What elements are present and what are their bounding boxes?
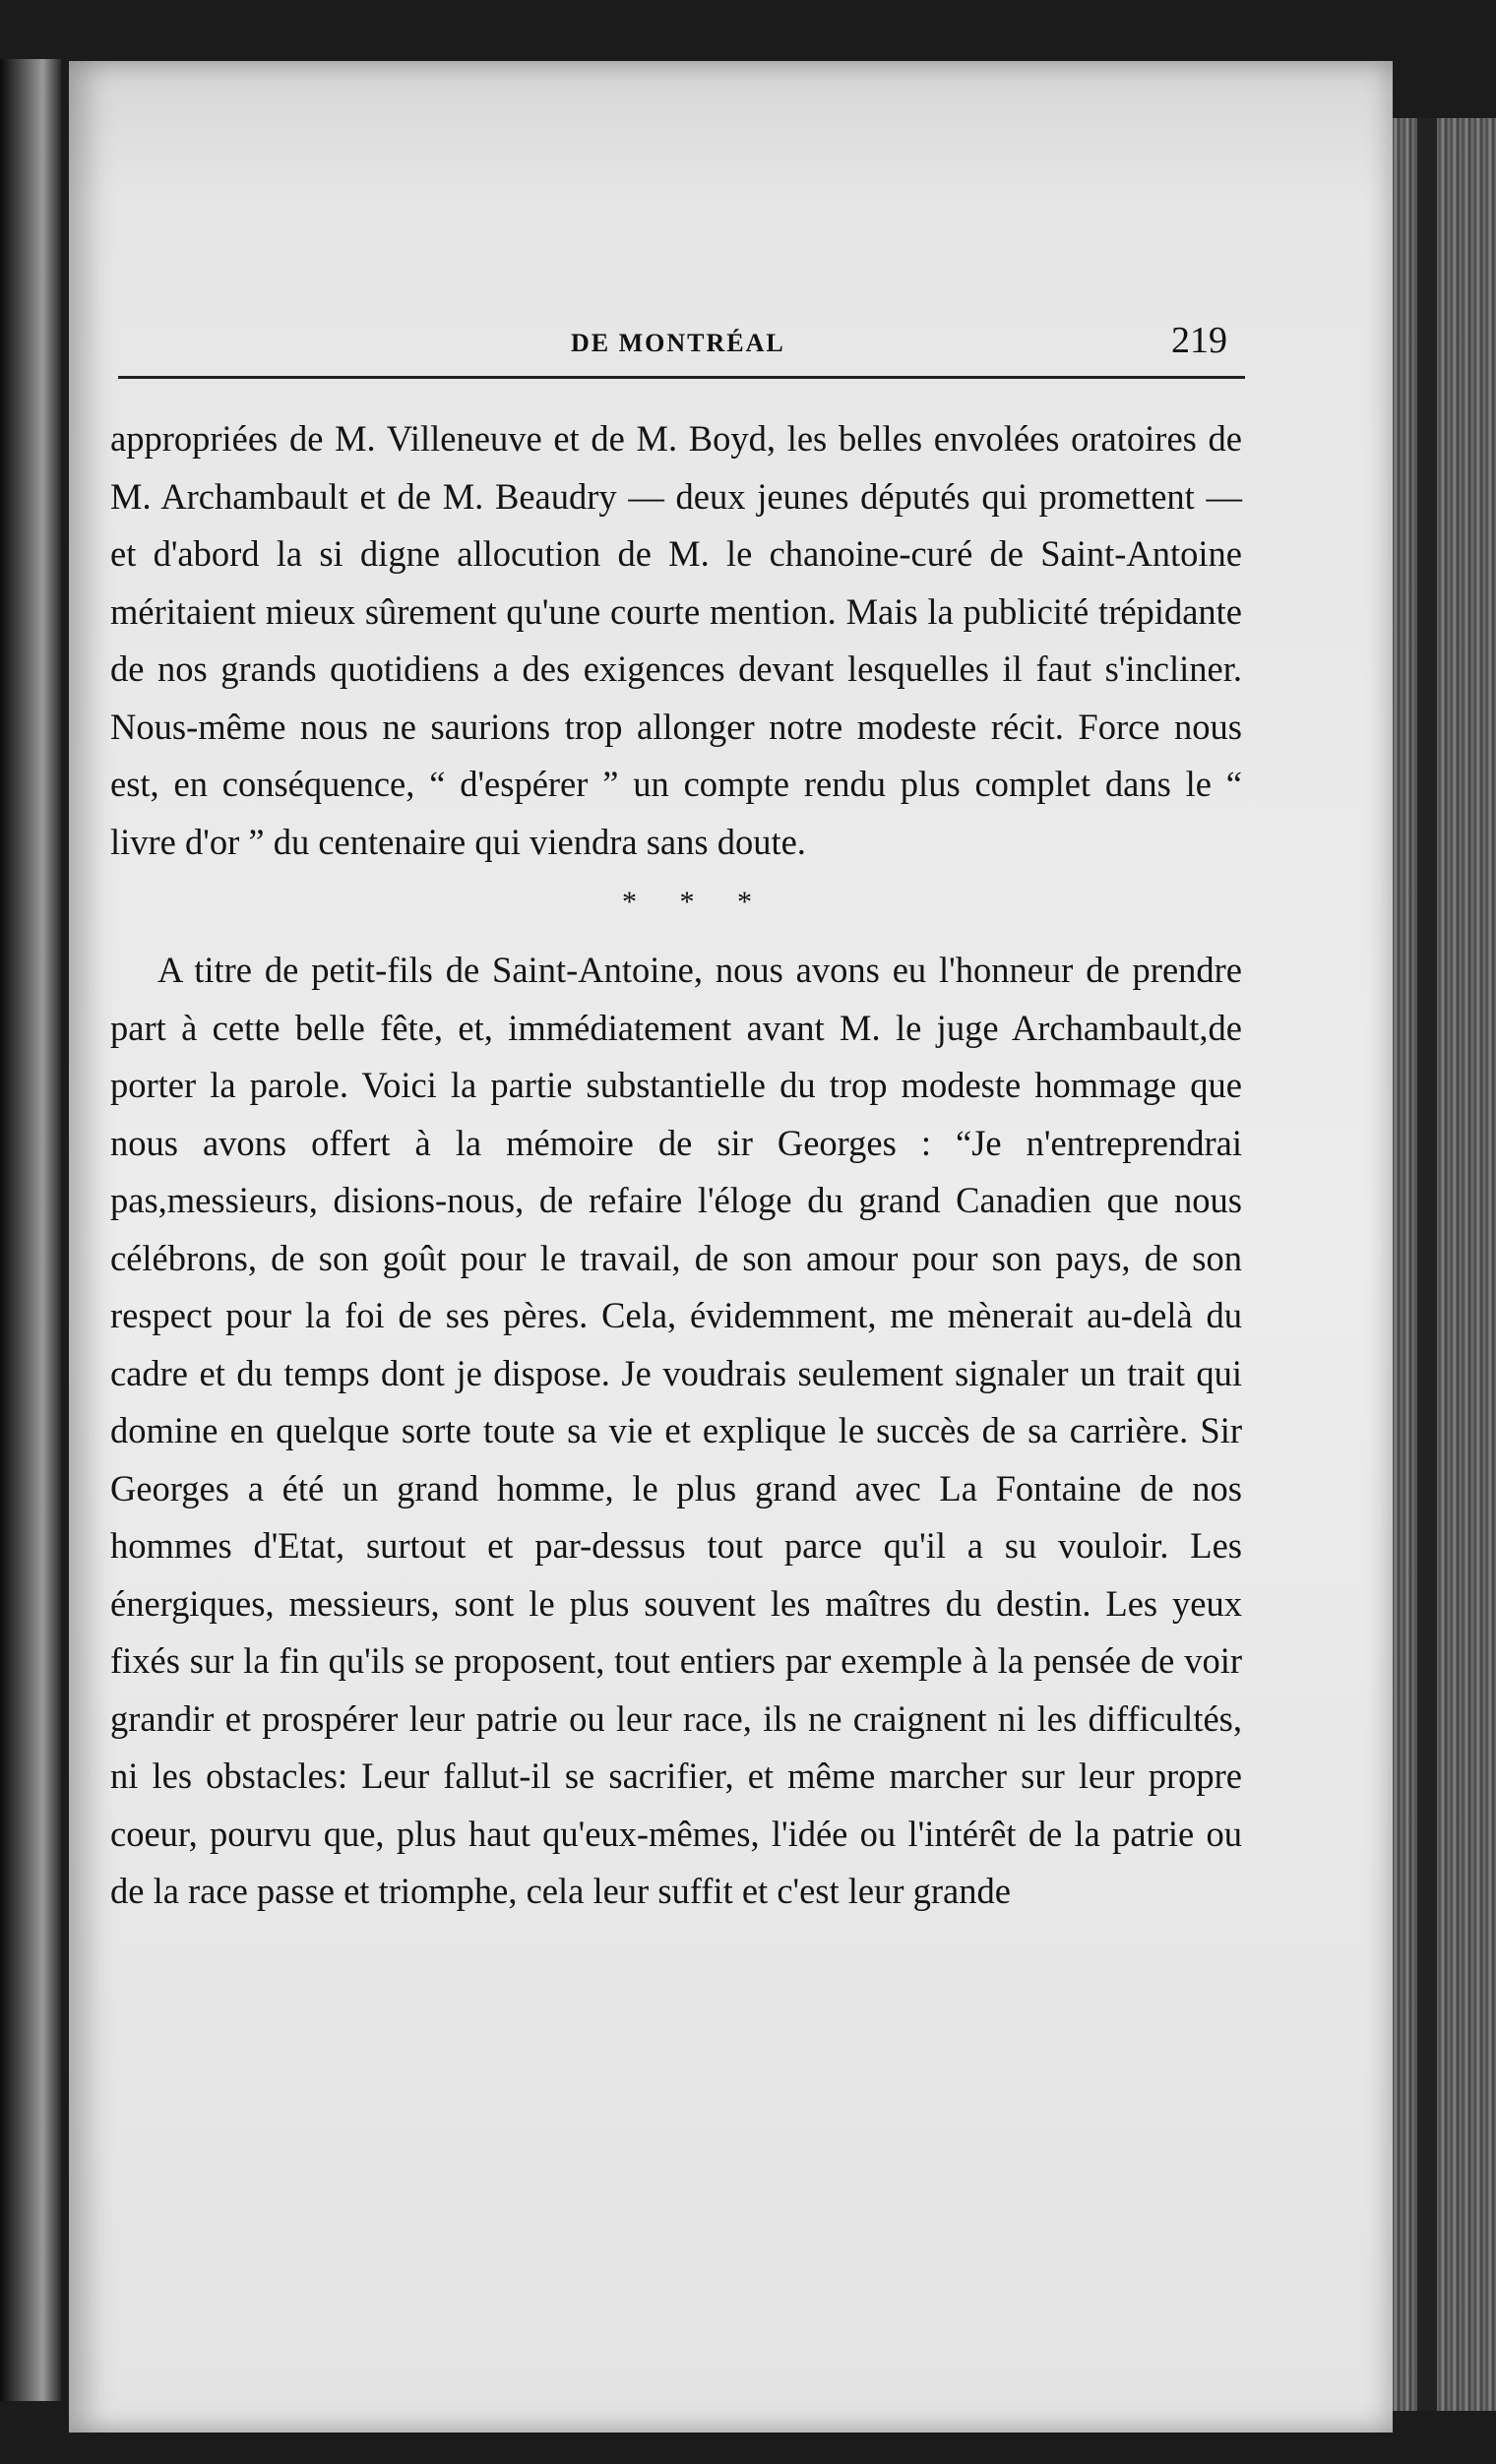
section-ornament: * * * — [622, 886, 770, 918]
book-left-edge — [0, 59, 61, 2401]
header-rule — [118, 376, 1245, 379]
running-title: DE MONTRÉAL — [571, 329, 785, 357]
book-page-edges-shadow — [1417, 118, 1437, 2411]
paragraph-1: appropriées de M. Villeneuve et de M. Boyd, les belles envolées oratoires de M. Archambault et de M. Beaudry — deux jeunes députés qui promettent — et d'abord la si digne allocution de M. le chanoine-curé de Saint-Antoine méritaient mieux sûrement qu'une courte mention. Mais la publicité trépidante de nos grands quotidiens a des exigences devant lesquelles il faut s'incliner. Nous-même nous ne saurions trop allonger notre modeste récit. Force nous est, en conséquence, “ d'espérer ” un compte rendu plus complet dans le “ livre d'or ” du centenaire qui viendra sans doute. — [110, 418, 1242, 862]
paragraph-2: A titre de petit-fils de Saint-Antoine, nous avons eu l'honneur de prendre part à cette belle fête, et, immédiatement avant M. le juge Archambault,de porter la parole. Voici la partie substantielle du trop modeste hommage que nous avons offert à la mémoire de sir Georges : “Je n'entreprendrai pas,messieurs, disions-nous, de refaire l'éloge du grand Canadien que nous célébrons, de son goût pour le travail, de son amour pour son pays, de son respect pour la foi de ses pères. Cela, évidemment, me mènerait au-delà du cadre et du temps dont je dispose. Je voudrais seulement signaler un trait qui domine en quelque sorte toute sa vie et explique le succès de sa carrière. Sir Georges a été un grand homme, le plus grand avec La Fontaine de nos hommes d'Etat, surtout et par-dessus tout parce qu'il a su vouloir. Les énergiques, messieurs, sont le plus souvent les maîtres du destin. Les yeux fixés sur la fin qu'ils se proposent, tout entiers par exemple à la pensée de voir grandir et prospérer leur patrie ou leur race, ils ne craignent ni les difficultés, ni les obstacles: Leur fallut-il se sacrifier, et même marcher sur leur propre coeur, pourvu que, plus haut qu'eux-mêmes, l'idée ou l'intérêt de la patrie ou de la race passe et triomphe, cela leur suffit et c'est leur grande — [110, 950, 1242, 1911]
book-page — [69, 61, 1393, 2433]
book-page-edges — [1378, 118, 1496, 2411]
page-header — [118, 268, 1245, 366]
page-number: 219 — [1171, 320, 1227, 361]
page-body — [110, 410, 1242, 1921]
